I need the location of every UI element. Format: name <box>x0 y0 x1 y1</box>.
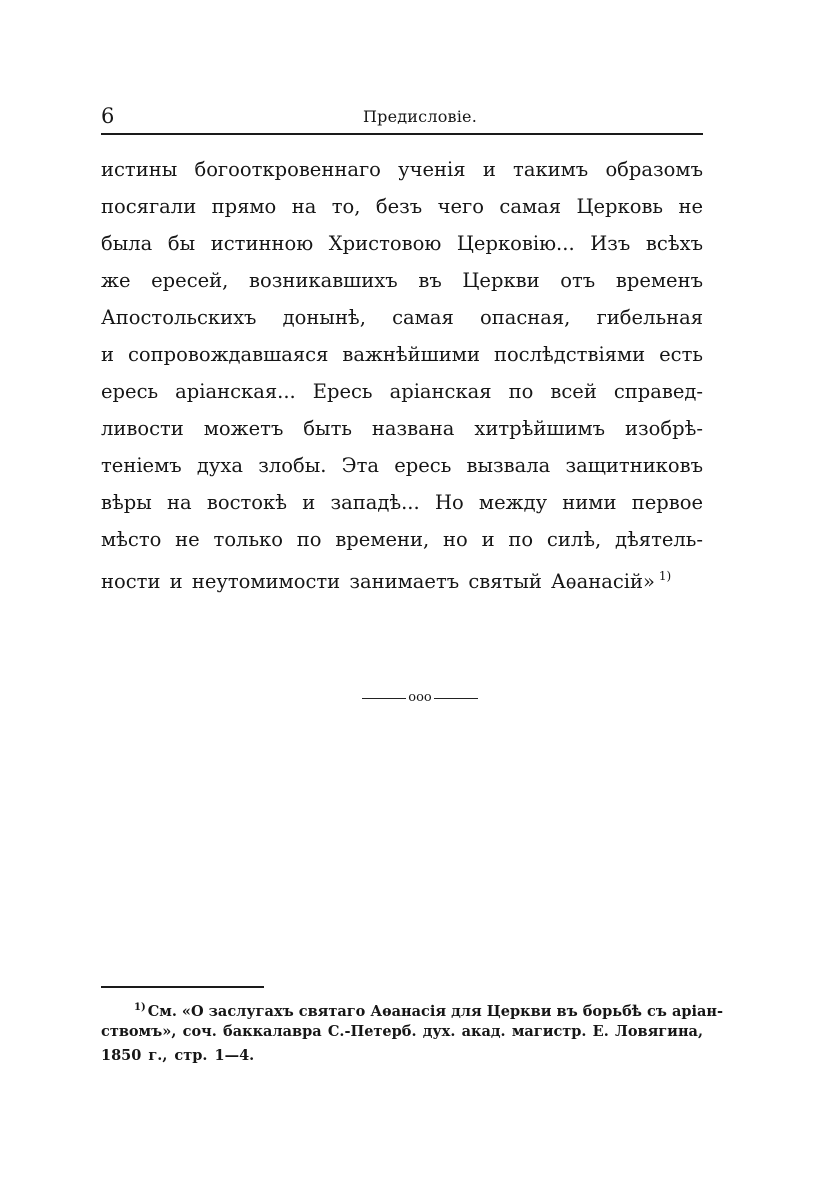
body-line: мѣсто не только по времени, но и по силѣ, дѣятель- <box>101 528 703 551</box>
body-line: же ересей, возникавшихъ въ Церкви отъ временъ <box>101 269 703 292</box>
body-line: теніемъ духа злобы. Эта ересь вызвала защитниковъ <box>101 454 703 477</box>
footnote <box>101 996 724 1068</box>
footnote-line: 1850 г., стр. 1—4. <box>101 1047 255 1064</box>
body-line: вѣры на востокѣ и западѣ... Но между ними первое <box>101 491 703 514</box>
body-line: Апостольскихъ донынѣ, самая опасная, гибельная <box>101 306 703 329</box>
body-line-text: ности и неутомимости занимаетъ святый Аѳанасій» <box>101 570 655 593</box>
footnote-line: ствомъ», соч. баккалавра С.-Петерб. дух. акад. магистр. Е. Ловягина, <box>101 1023 703 1040</box>
body-line: и сопровождавшаяся важнѣйшими послѣдствіями есть <box>101 343 703 366</box>
page-number: 6 <box>101 104 115 128</box>
footnote-marker: 1) <box>134 1002 146 1013</box>
body-line: была бы истинною Христовою Церковію... Изъ всѣхъ <box>101 232 703 255</box>
body-text <box>101 151 703 595</box>
footnote-line-text: См. «О заслугахъ святаго Аѳанасія для Церкви въ борьбѣ съ аріан- <box>147 1003 724 1020</box>
footnote-reference[interactable]: 1) <box>658 569 672 583</box>
footnote-line <box>101 996 724 1020</box>
body-line: ересь аріанская... Ересь аріанская по всей справед- <box>101 380 703 403</box>
body-line-last <box>101 558 703 595</box>
footnote-rule <box>101 986 264 988</box>
section-ornament <box>0 690 840 707</box>
ornament-dash-left <box>362 698 406 699</box>
ornament-dash-right <box>434 698 478 699</box>
body-line: ливости можетъ быть названа хитрѣйшимъ изобрѣ- <box>101 417 703 440</box>
ornament-glyph: ooo <box>408 690 432 705</box>
body-line: посягали прямо на то, безъ чего самая Церковь не <box>101 195 703 218</box>
running-title: Предисловіе. <box>362 107 478 126</box>
header-rule <box>101 133 703 135</box>
body-line: истины богооткровеннаго ученія и такимъ образомъ <box>101 158 703 181</box>
